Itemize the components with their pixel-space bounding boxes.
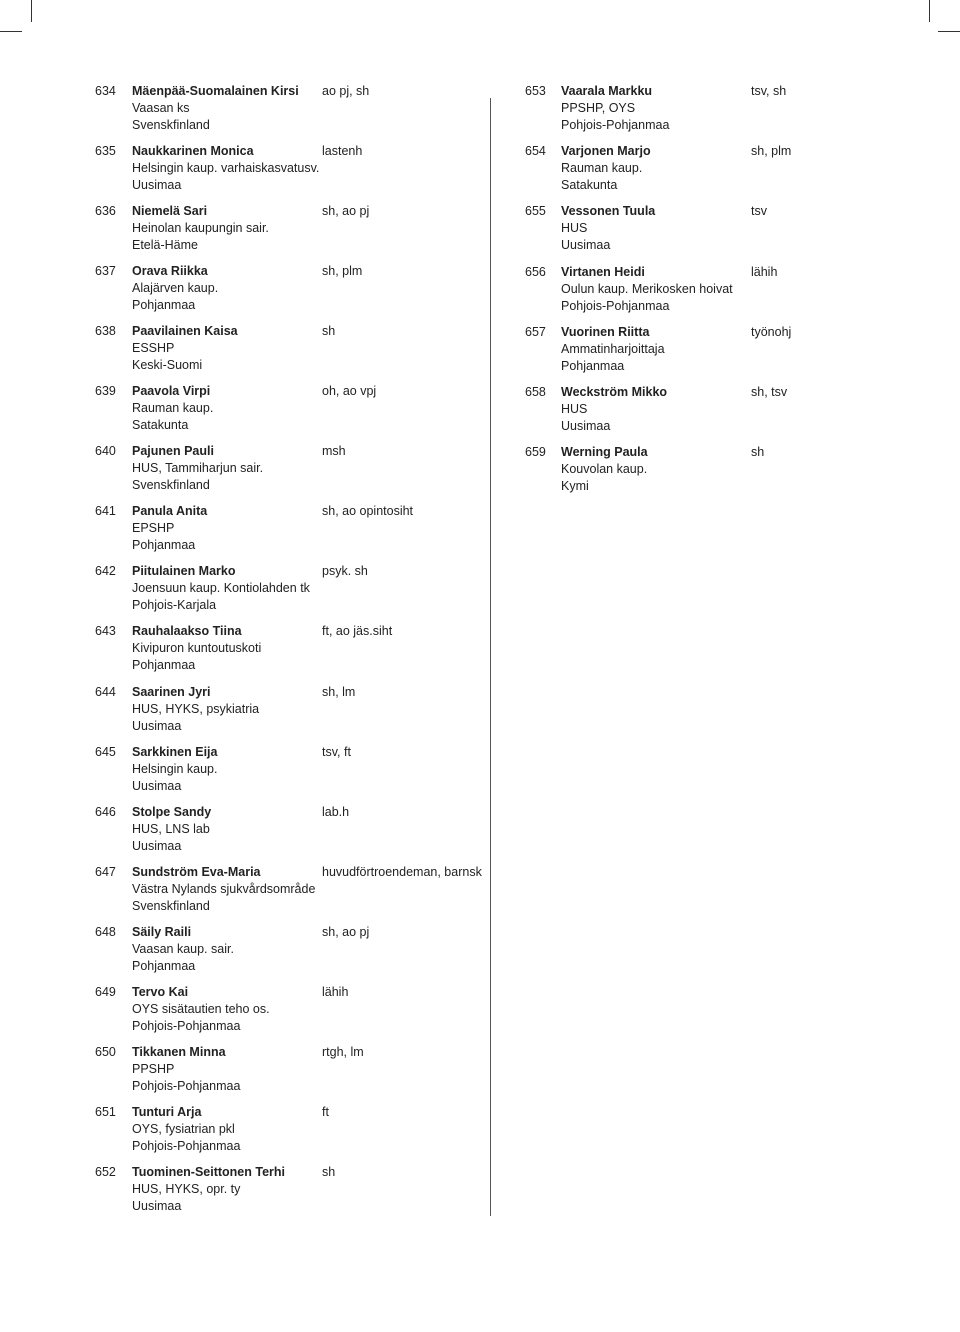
member-region: Pohjois-Pohjanmaa [132, 1018, 241, 1033]
member-organization: HUS [561, 402, 588, 416]
member-organization: HUS, LNS lab [132, 821, 210, 836]
member-organization: Rauman kaup. [132, 401, 214, 416]
member-number: 650 [95, 1044, 116, 1059]
member-name: Tervo Kai [132, 984, 189, 999]
member-number: 645 [95, 744, 116, 759]
member-region: Pohjois-Pohjanmaa [132, 1138, 241, 1153]
member-name: Panula Anita [132, 504, 208, 519]
member-name: Stolpe Sandy [132, 804, 212, 819]
member-role: sh, ao pj [322, 204, 370, 219]
member-organization: Helsingin kaup. varhaiskasvatusv. [132, 161, 320, 176]
member-name: Sundström Eva-Maria [132, 864, 261, 879]
member-region: Etelä-Häme [132, 238, 198, 253]
member-organization: HUS, HYKS, psykiatria [132, 701, 260, 716]
member-name: Paavola Virpi [132, 384, 211, 399]
member-name: Saarinen Jyri [132, 684, 211, 699]
member-name: Mäenpää-Suomalainen Kirsi [132, 84, 299, 98]
member-role: tsv, ft [322, 744, 351, 759]
member-organization: HUS, HYKS, opr. ty [132, 1181, 241, 1196]
member-number: 648 [95, 924, 116, 939]
member-number: 642 [95, 564, 116, 579]
member-role: tsv [751, 204, 767, 219]
member-role: sh [751, 445, 765, 460]
member-number: 649 [95, 984, 116, 999]
member-role: sh, ao pj [322, 924, 370, 939]
member-number: 657 [525, 324, 546, 339]
member-role: oh, ao vpj [322, 384, 377, 399]
member-name: Rauhalaakso Tiina [132, 624, 242, 639]
member-name: Vaarala Markku [561, 84, 653, 98]
column-divider [490, 98, 491, 1216]
member-number: 638 [95, 324, 116, 339]
member-organization: PPSHP, OYS [561, 101, 636, 115]
member-region: Pohjanmaa [132, 658, 196, 673]
member-name: Naukkarinen Monica [132, 144, 254, 159]
member-number: 659 [525, 445, 546, 460]
member-name: Sarkkinen Eija [132, 744, 218, 759]
member-number: 640 [95, 444, 116, 459]
member-name: Niemelä Sari [132, 204, 208, 219]
member-organization: Kivipuron kuntoutuskoti [132, 641, 262, 656]
member-region: Uusimaa [132, 838, 182, 853]
member-organization: Alajärven kaup. [132, 281, 219, 296]
member-number: 637 [95, 264, 116, 279]
member-region: Uusimaa [561, 419, 611, 433]
member-region: Uusimaa [132, 178, 182, 193]
member-role: sh, plm [751, 144, 792, 159]
member-name: Paavilainen Kaisa [132, 324, 238, 339]
member-number: 635 [95, 144, 116, 159]
member-region: Pohjanmaa [561, 358, 625, 373]
member-region: Svenskfinland [132, 478, 210, 493]
member-name: Piitulainen Marko [132, 564, 236, 579]
member-organization: Vaasan kaup. sair. [132, 941, 234, 956]
member-role: työnohj [751, 324, 792, 339]
member-region: Pohjanmaa [132, 298, 196, 313]
member-role: lähih [751, 264, 778, 279]
member-name: Varjonen Marjo [561, 144, 651, 159]
member-organization: OYS sisätautien teho os. [132, 1001, 270, 1016]
member-number: 644 [95, 684, 116, 699]
member-region: Uusimaa [132, 778, 182, 793]
member-role: sh, plm [322, 264, 363, 279]
member-organization: HUS [561, 221, 588, 236]
member-role: tsv, sh [751, 84, 787, 98]
member-name: Tunturi Arja [132, 1104, 202, 1119]
member-role: lastenh [322, 144, 363, 159]
member-role: sh, tsv [751, 385, 788, 399]
member-number: 647 [95, 864, 116, 879]
crop-mark-left [0, 31, 22, 32]
member-region: Pohjois-Pohjanmaa [561, 298, 670, 313]
member-number: 653 [525, 84, 546, 98]
member-role: sh, lm [322, 684, 356, 699]
member-role: ft [322, 1104, 329, 1119]
member-number: 636 [95, 204, 116, 219]
member-region: Pohjois-Pohjanmaa [132, 1078, 241, 1093]
member-role: huvudförtroendeman, barnsk [322, 864, 482, 879]
member-region: Pohjanmaa [132, 958, 196, 973]
member-number: 639 [95, 384, 116, 399]
member-role: sh [322, 1164, 336, 1179]
member-name: Vessonen Tuula [561, 204, 656, 219]
member-number: 655 [525, 204, 546, 219]
member-name: Orava Riikka [132, 264, 208, 279]
member-number: 652 [95, 1164, 116, 1179]
member-region: Svenskfinland [132, 118, 210, 132]
member-organization: EPSHP [132, 521, 175, 536]
member-organization: Helsingin kaup. [132, 761, 218, 776]
member-organization: OYS, fysiatrian pkl [132, 1121, 235, 1136]
member-name: Vuorinen Riitta [561, 324, 650, 339]
member-organization: PPSHP [132, 1061, 175, 1076]
member-role: sh [322, 324, 336, 339]
member-number: 656 [525, 264, 546, 279]
member-organization: ESSHP [132, 341, 175, 356]
member-organization: Ammatinharjoittaja [561, 341, 665, 356]
member-number: 641 [95, 504, 116, 519]
member-region: Uusimaa [132, 1198, 182, 1213]
member-organization: Vaasan ks [132, 101, 190, 115]
member-name: Virtanen Heidi [561, 264, 645, 279]
member-organization: Västra Nylands sjukvårdsområde [132, 881, 316, 896]
member-region: Svenskfinland [132, 898, 210, 913]
member-region: Kymi [561, 479, 589, 494]
member-role: ft, ao jäs.siht [322, 624, 393, 639]
member-number: 658 [525, 385, 546, 399]
member-name: Tuominen-Seittonen Terhi [132, 1164, 286, 1179]
member-role: sh, ao opintosiht [322, 504, 414, 519]
crop-mark-top-right [929, 0, 930, 22]
member-region: Uusimaa [132, 718, 182, 733]
member-role: msh [322, 444, 346, 459]
member-organization: Joensuun kaup. Kontiolahden tk [132, 581, 310, 596]
member-name: Werning Paula [561, 445, 648, 460]
member-role: ao pj, sh [322, 84, 370, 98]
member-organization: Heinolan kaupungin sair. [132, 221, 269, 236]
member-role: lab.h [322, 804, 350, 819]
member-number: 654 [525, 144, 546, 159]
crop-mark-top-left [31, 0, 32, 22]
member-name: Säily Raili [132, 924, 192, 939]
member-region: Pohjois-Pohjanmaa [561, 118, 670, 132]
member-region: Keski-Suomi [132, 358, 203, 373]
crop-mark-right [938, 31, 960, 32]
member-number: 643 [95, 624, 116, 639]
member-role: lähih [322, 984, 349, 999]
member-role: psyk. sh [322, 564, 368, 579]
member-name: Pajunen Pauli [132, 444, 214, 459]
member-region: Pohjanmaa [132, 538, 196, 553]
member-organization: HUS, Tammiharjun sair. [132, 461, 264, 476]
member-name: Weckström Mikko [561, 385, 668, 399]
member-region: Pohjois-Karjala [132, 598, 217, 613]
member-region: Satakunta [132, 418, 189, 433]
member-number: 646 [95, 804, 116, 819]
member-region: Uusimaa [561, 238, 611, 253]
member-name: Tikkanen Minna [132, 1044, 226, 1059]
member-role: rtgh, lm [322, 1044, 364, 1059]
member-organization: Kouvolan kaup. [561, 462, 648, 477]
member-region: Satakunta [561, 178, 618, 193]
member-organization: Rauman kaup. [561, 161, 643, 176]
member-number: 651 [95, 1104, 116, 1119]
member-organization: Oulun kaup. Merikosken hoivat [561, 281, 733, 296]
member-number: 634 [95, 84, 116, 98]
